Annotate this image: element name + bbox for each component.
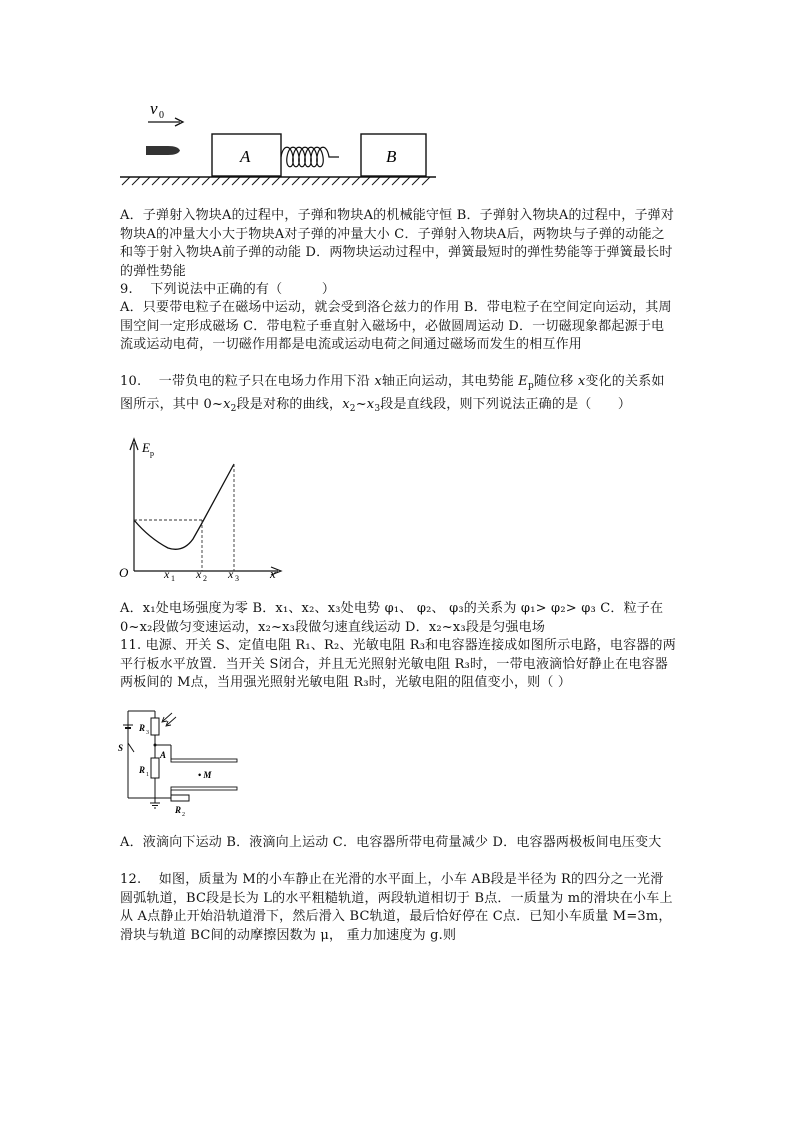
tick-x1: x — [164, 567, 170, 581]
tick-x2-sub: 2 — [203, 574, 207, 583]
resistor-r1 — [151, 758, 159, 778]
capacitor-top-plate — [171, 759, 237, 762]
q11-stem: 11. 电源、开关 S、定值电阻 R₁、R₂、光敏电阻 R₃和电容器连接成如图所示电路，电容器的两平行板水平放置．当开关 S闭合，并且无光照射光敏电阻 R₃时，一带电液滴恰好静止在电容器两板间的 M点，当用强光照射光敏电阻 R₃时，光敏电阻的阻值变小，则（ ） — [120, 638, 676, 690]
r3-label: R — [139, 723, 146, 733]
y-axis-label: E — [142, 440, 150, 455]
q11-options: A．液滴向下运动 B．液滴向上运动 C．电容器所带电荷量减少 D．电容器两极板间电压变大 — [120, 835, 662, 850]
q9-stem: 9. 下列说法中正确的有（ ） — [120, 282, 336, 297]
point-m-label: • M — [198, 770, 212, 780]
q10-stem: 10. 一带负电的粒子只在电场力作用下沿 x轴正向运动，其电势能 $E_p$随位移 x变化的关系如图所示，其中 $0\sim x_2$段是对称的曲线，$x_2\sim x_3$段是直线段，则下列说法正确的是（ ） — [120, 374, 665, 414]
resistor-r3 — [151, 718, 159, 735]
ep-curve — [134, 464, 234, 549]
switch-label: S — [118, 743, 124, 753]
r1-label: R — [139, 765, 146, 775]
r2-label: R — [175, 805, 182, 815]
q8-options: A．子弹射入物块A的过程中，子弹和物块A的机械能守恒 B．子弹射入物块A的过程中，子弹对物块A的冲量大小大于物块A对子弹的冲量大小 C．子弹射入物块A后，两物块与子弹的动能之和等于射入物块A前子弹的动能 D．两物块运动过程中，弹簧最短时的弹性势能等于弹簧最长时的弹性势能 — [120, 208, 675, 279]
r3-label-sub: 3 — [146, 730, 149, 736]
tick-x3: x — [228, 567, 234, 581]
q10-options: A．x₁处电场强度为零 B．x₁、x₂、x₃处电势 φ₁、 φ₂、 φ₃的关系为 φ₁> φ₂> φ₃ C．粒子在 0~x₂段做匀变速运动，x₂~x₃段做匀速直线运动 D．x₂~x₃段是匀强电场 — [120, 601, 664, 635]
resistor-r2 — [171, 795, 189, 801]
x-axis-label: x — [270, 566, 276, 581]
velocity-label: v — [150, 99, 158, 118]
tick-x3-sub: 3 — [235, 574, 239, 583]
light-arrows-icon — [162, 713, 176, 726]
node-a-label: A — [160, 750, 167, 760]
tick-x1-sub: 1 — [171, 574, 175, 583]
bullet-block-spring-figure — [118, 95, 440, 190]
ground-hatching — [122, 177, 430, 185]
block-a-label: A — [240, 147, 251, 166]
velocity-subscript: 0 — [159, 110, 164, 121]
y-axis-label-sub: p — [150, 449, 154, 458]
q9-options: A．只要带电粒子在磁场中运动，就会受到洛仑兹力的作用 B．带电粒子在空间定向运动，其周围空间一定形成磁场 C．带电粒子垂直射入磁场中，必做圆周运动 D．一切磁现象都起源于电流或运动电荷，一切磁作用都是电流或运动电荷之间通过磁场而发生的相互作用 — [120, 300, 672, 352]
ground-icon — [150, 803, 160, 808]
r2-label-sub: 2 — [182, 812, 185, 818]
spring-coil — [281, 147, 339, 167]
switch-icon — [128, 743, 134, 752]
q12-stem: 12. 如图，质量为 M的小车静止在光滑的水平面上，小车 AB段是半径为 R的四分之一光滑圆弧轨道，BC段是长为 L的水平粗糙轨道，两段轨道相切于 B点．一质量为 m的滑块在小车上从 A点静止开始沿轨道滑下，然后滑入 BC轨道，最后恰好停在 C点．已知小车质量 M=3m， 滑块与轨道 BC间的动摩擦因数为 μ， 重力加速度为 g.则 — [120, 872, 673, 943]
r1-label-sub: 1 — [146, 772, 149, 778]
origin-label: O — [119, 565, 129, 580]
tick-x2: x — [196, 567, 202, 581]
ep-x-graph — [116, 435, 286, 585]
capacitor-bottom-plate — [171, 787, 237, 790]
circuit-diagram — [118, 703, 250, 821]
block-b-label: B — [386, 147, 397, 166]
bullet-icon — [146, 146, 180, 155]
